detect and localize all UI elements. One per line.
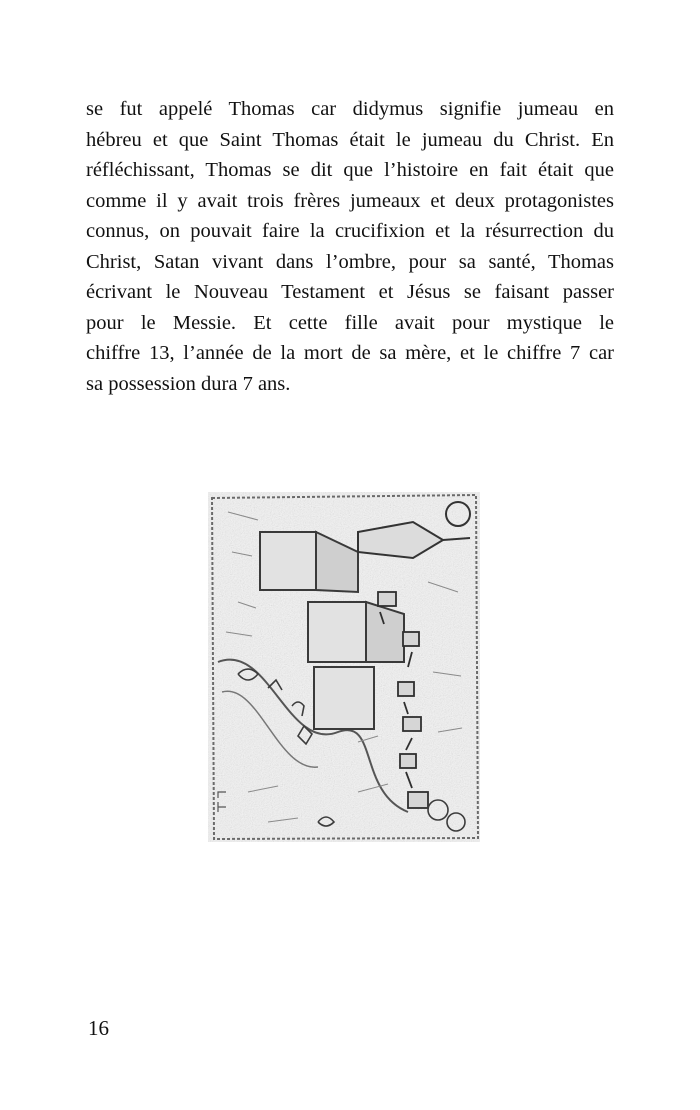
village-sketch-drawing	[208, 492, 480, 842]
house	[403, 632, 419, 646]
paragraph-line: réfléchissant, Thomas se dit que l’histoire en fait était que	[86, 159, 614, 181]
sketch-illustration	[208, 492, 480, 842]
building-1	[260, 532, 316, 590]
paragraph-line: connus, on pouvait faire la crucifixion et la résurrection du	[86, 220, 614, 242]
paragraph-line: se fut appelé Thomas car didymus signifie jumeau en	[86, 98, 614, 120]
paragraph-line: sa possession dura 7 ans.	[86, 372, 291, 395]
house	[398, 682, 414, 696]
house	[378, 592, 396, 606]
paragraph-line: écrivant le Nouveau Testament et Jésus se faisant passer	[86, 281, 614, 303]
paragraph-line: Christ, Satan vivant dans l’ombre, pour sa santé, Thomas	[86, 250, 614, 273]
house	[400, 754, 416, 768]
page-number: 16	[88, 1016, 109, 1040]
paragraph-line: chiffre 13, l’année de la mort de sa mère, et le chiffre 7 car	[86, 342, 614, 364]
paragraph-line: pour le Messie. Et cette fille avait pour mystique le	[86, 311, 614, 334]
house	[408, 792, 428, 808]
paragraph-line: hébreu et que Saint Thomas était le jumeau du Christ. En	[86, 128, 614, 151]
building-3	[314, 667, 374, 729]
house	[403, 717, 421, 731]
paragraph-line: comme il y avait trois frères jumeaux et deux protagonistes	[86, 189, 614, 212]
body-paragraph	[86, 94, 614, 399]
building-2	[308, 602, 366, 662]
